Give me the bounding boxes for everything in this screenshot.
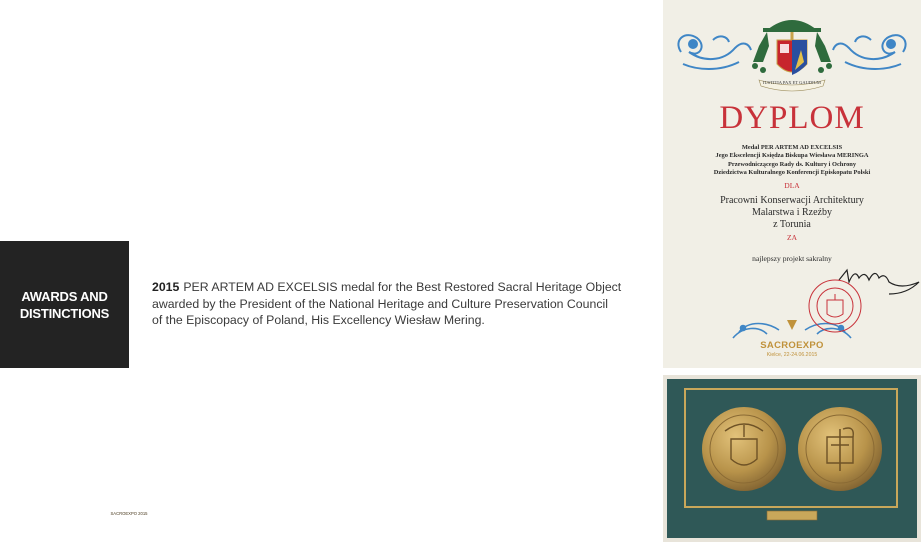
award-description <box>152 279 652 329</box>
medal-obverse-icon <box>702 407 786 491</box>
diploma-desc-line: Dziedzictwa Kulturalnego Konferencji Episkopatu Polski <box>713 169 871 177</box>
diploma-event: SACROEXPO <box>760 340 824 351</box>
recipient-line: Malarstwa i Rzeźby <box>752 207 832 218</box>
diploma-image <box>663 0 921 368</box>
award-line-3: of the Episcopacy of Poland, His Excellency Wiesław Mering. <box>152 313 485 327</box>
diploma-reason: najlepszy projekt sakralny <box>752 254 832 263</box>
diploma-description <box>663 144 921 178</box>
diploma-title: DYPLOM <box>719 100 865 136</box>
diploma-dla: DLA <box>784 181 800 190</box>
award-text-1: PER ARTEM AD EXCELSIS medal for the Best Restored Sacral Heritage Object <box>183 280 622 294</box>
medal-reverse-icon <box>798 407 882 491</box>
diploma-desc-line: Przewodniczącego Rady ds. Kultury i Ochrony <box>727 160 857 168</box>
left-ornament-icon <box>678 35 751 69</box>
recipient-line: z Torunia <box>773 219 811 230</box>
diploma-recipient <box>663 195 921 231</box>
diploma-event-date: Kielce, 22-24.06.2015 <box>766 352 818 358</box>
sacroexpo-logo-icon <box>787 320 797 330</box>
plaque-icon <box>767 511 817 520</box>
recipient-line: Pracowni Konserwacji Architektury <box>720 195 864 206</box>
diploma-motto: IUSTITIA PAX ET GAUDIUM <box>763 80 821 85</box>
medals-frame-image <box>663 375 921 542</box>
section-label-box <box>0 241 129 368</box>
medals-artwork <box>663 375 921 542</box>
seal-stamp-icon <box>809 280 861 332</box>
award-line-1 <box>152 279 652 296</box>
diploma-za: ZA <box>787 233 797 242</box>
section-title-line1: AWARDS AND <box>21 288 108 304</box>
medal-plaque-text: SACROEXPO 2015 <box>110 511 148 516</box>
award-line-2: awarded by the President of the National Heritage and Culture Preservation Council <box>152 296 608 311</box>
right-ornament-icon <box>833 35 906 69</box>
section-title-line2: DISTINCTIONS <box>19 305 110 321</box>
award-year: 2015 <box>152 280 180 294</box>
diploma-desc-line: Medal PER ARTEM AD EXCELSIS <box>741 144 843 151</box>
signature-icon <box>839 270 919 294</box>
diploma-desc-line: Jego Ekscelencji Księdza Biskupa Wiesława MERINGA <box>715 152 869 160</box>
